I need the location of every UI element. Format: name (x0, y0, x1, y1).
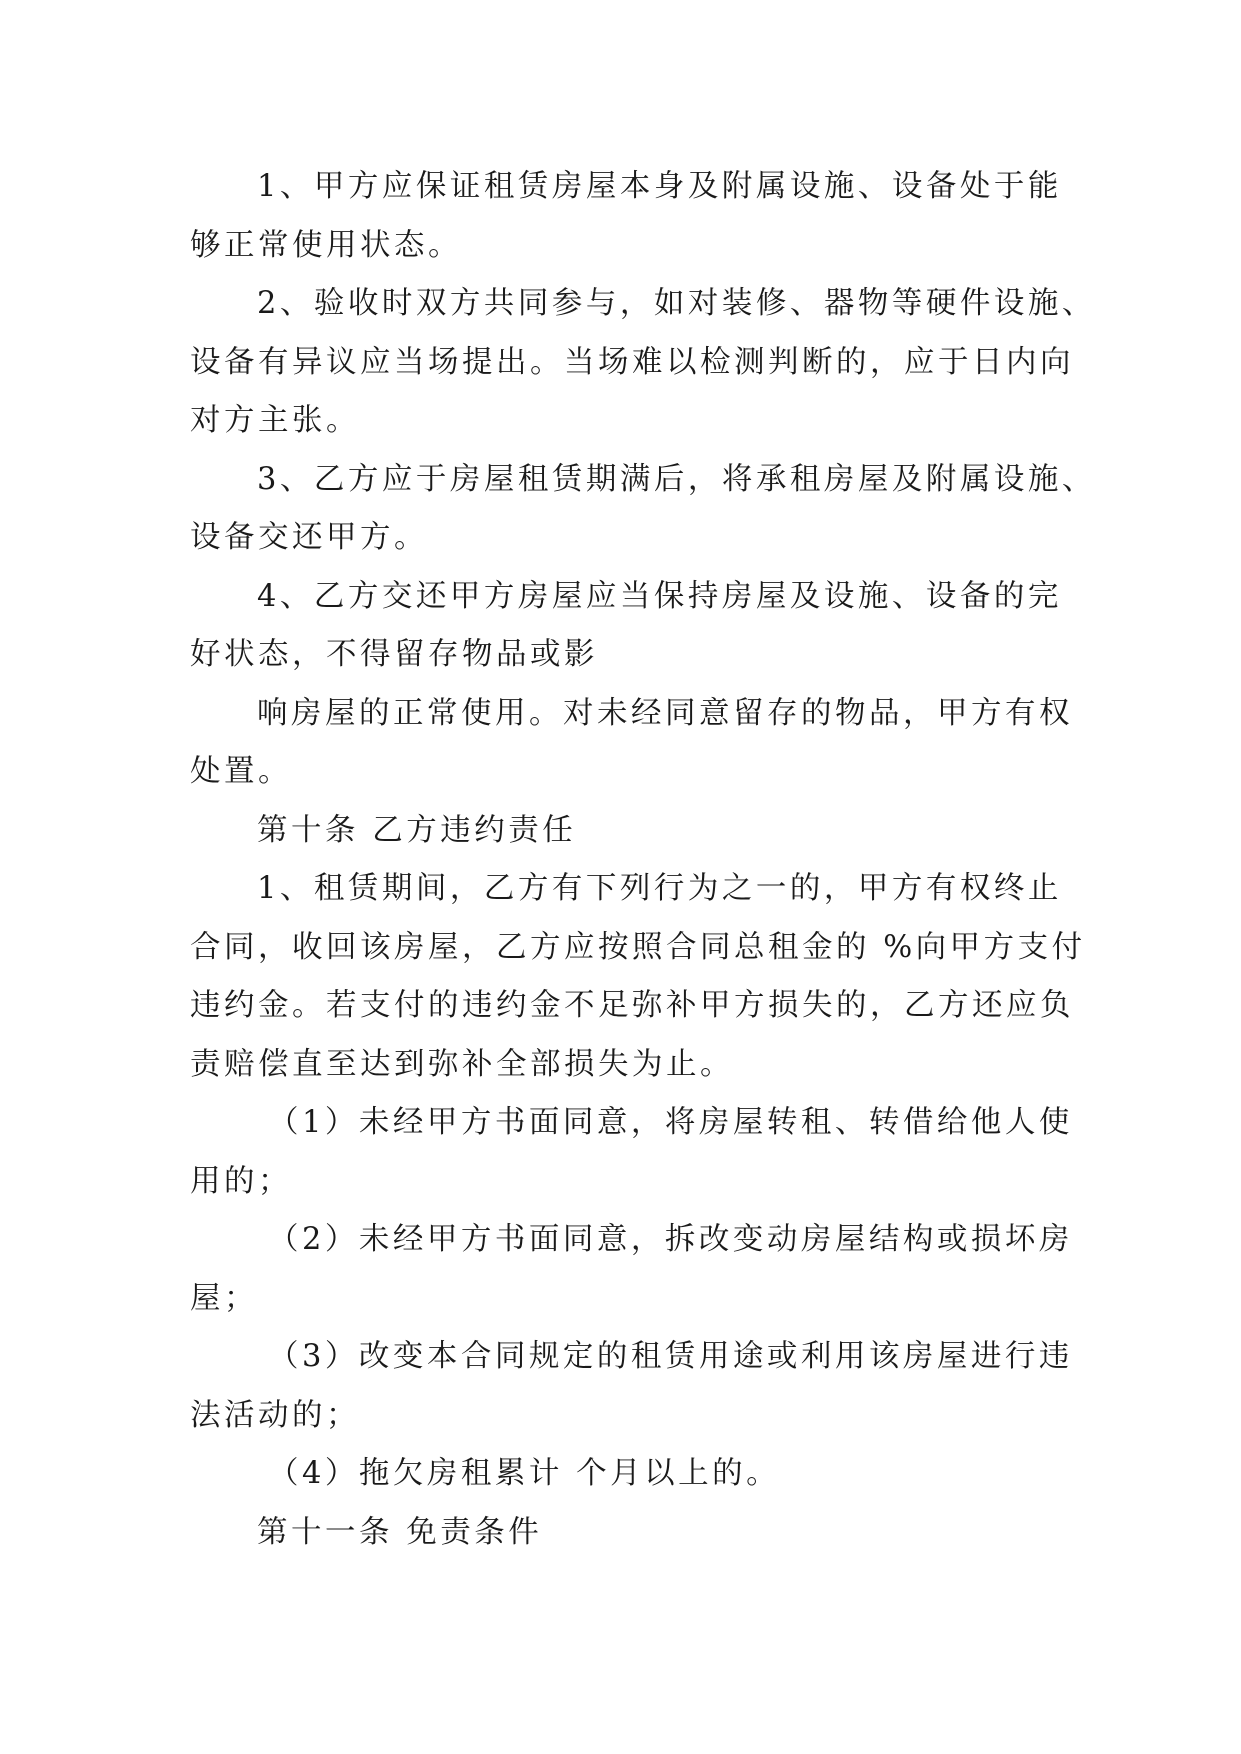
text-line: 设备有异议应当场提出。当场难以检测判断的，应于日内向 (190, 344, 1074, 380)
text-line: （2）未经甲方书面同意，拆改变动房屋结构或损坏房 (268, 1222, 1073, 1257)
text-line: 用的； (190, 1163, 292, 1199)
text-line: 好状态，不得留存物品或影 (190, 637, 598, 672)
text-line: 屋； (190, 1280, 258, 1316)
text-line: 责赔偿直至达到弥补全部损失为止。 (190, 1046, 734, 1082)
text-line: （4）拖欠房租累计 个月以上的。 (268, 1456, 781, 1491)
text-line: 2、验收时双方共同参与，如对装修、器物等硬件设施、 (257, 286, 1096, 321)
text-line: （1）未经甲方书面同意，将房屋转租、转借给他人使 (268, 1105, 1073, 1140)
text-line: 4、乙方交还甲方房屋应当保持房屋及设施、设备的完 (257, 578, 1062, 614)
text-line: 法活动的； (190, 1397, 360, 1433)
text-line: 1、租赁期间，乙方有下列行为之一的，甲方有权终止 (257, 871, 1062, 906)
text-line: 合同，收回该房屋，乙方应按照合同总租金的 %向甲方支付 (190, 929, 1086, 965)
text-line: 第十一条 免责条件 (257, 1514, 543, 1550)
text-line: 对方主张。 (190, 403, 360, 438)
text-line: （3）改变本合同规定的租赁用途或利用该房屋进行违 (268, 1339, 1073, 1374)
text-line: 3、乙方应于房屋租赁期满后，将承租房屋及附属设施、 (257, 461, 1096, 497)
text-line: 设备交还甲方。 (190, 520, 428, 555)
text-line: 第十条 乙方违约责任 (257, 812, 577, 848)
text-line: 够正常使用状态。 (190, 227, 462, 263)
document-body (190, 158, 1096, 1562)
text-line: 1、甲方应保证租赁房屋本身及附属设施、设备处于能 (257, 169, 1062, 204)
text-line: 违约金。若支付的违约金不足弥补甲方损失的，乙方还应负 (190, 988, 1074, 1023)
text-line: 处置。 (190, 754, 292, 789)
text-line: 响房屋的正常使用。对未经同意留存的物品，甲方有权 (257, 695, 1073, 731)
